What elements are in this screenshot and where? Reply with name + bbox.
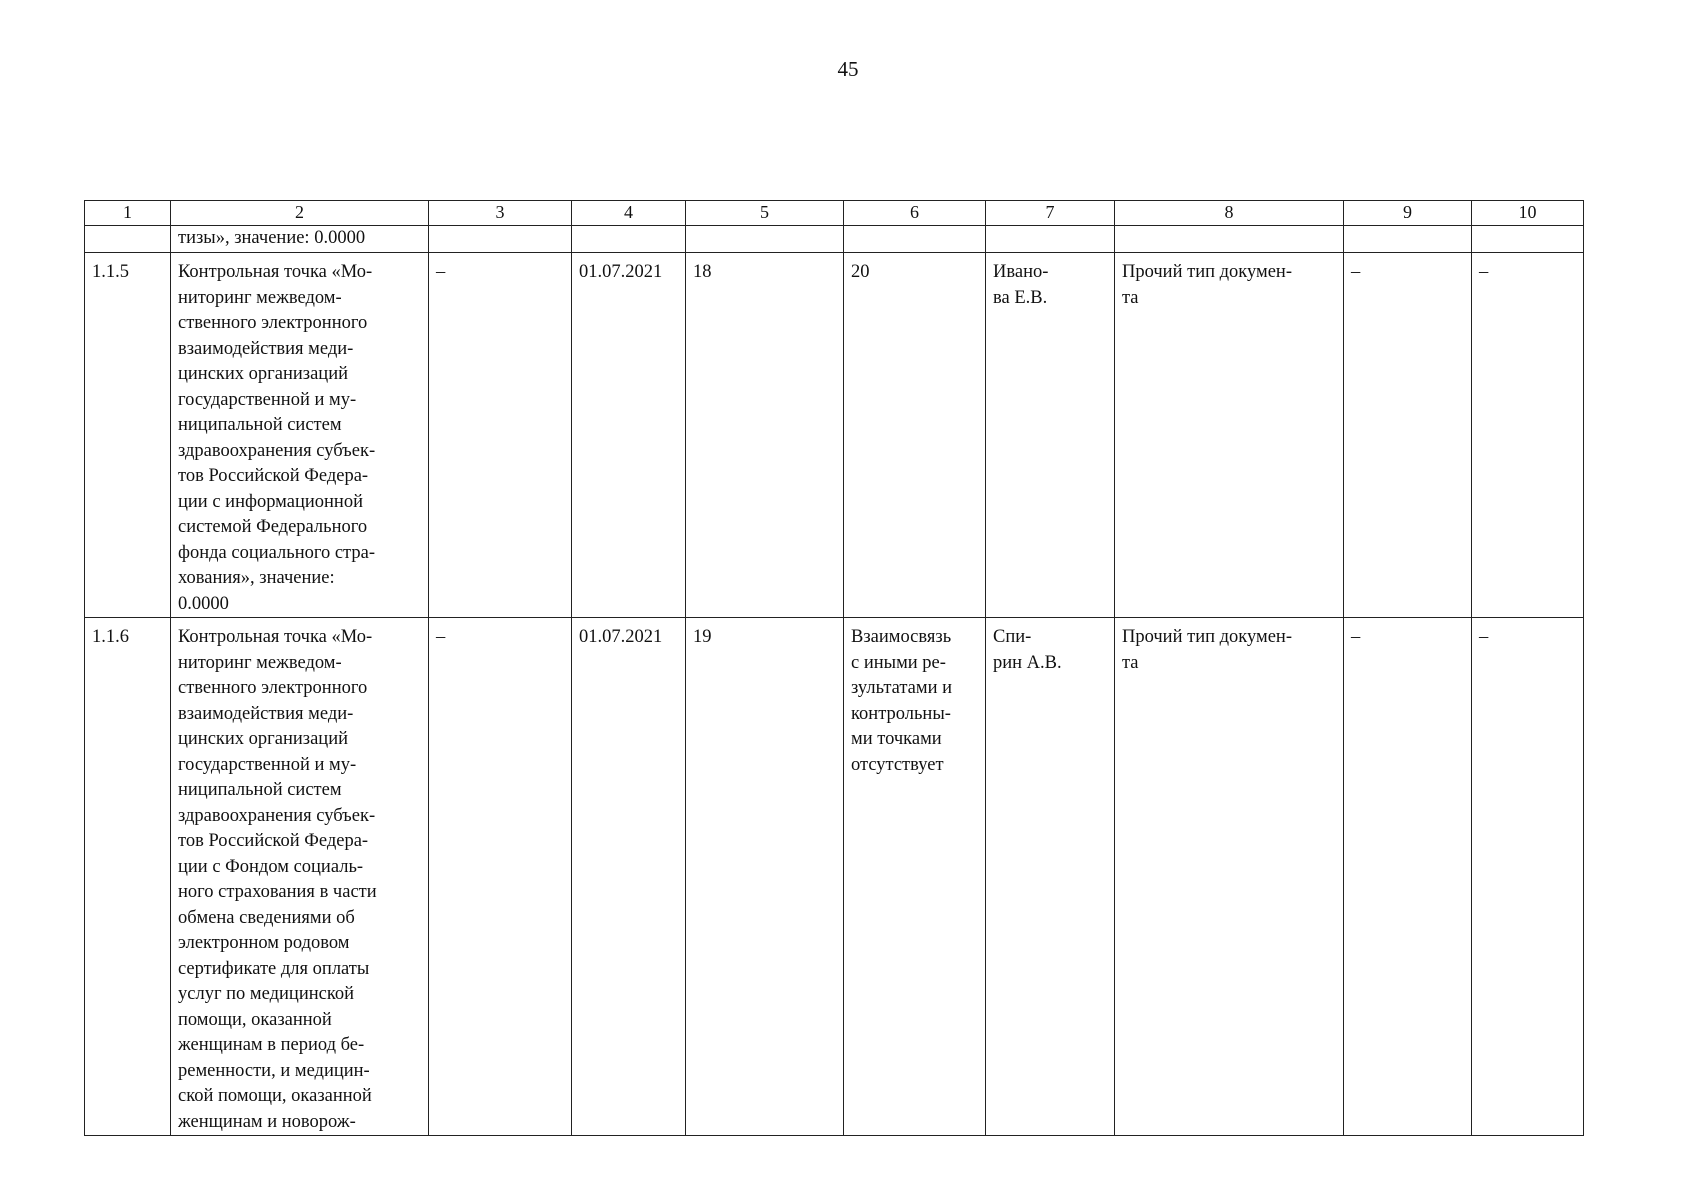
table-cell <box>686 226 844 253</box>
table-row <box>85 253 1584 618</box>
control-point-description: Контрольная точка «Мо- ниторинг межведом- ственного электронного взаимодействия меди- цинских организаций государственной и му- ниципальной систем здравоохранения субъек- тов Российской Федера- ции с информационной системой Федерального фонда социального стра- хования», значение: 0.0000 <box>171 253 429 618</box>
row-number: 1.1.6 <box>85 618 171 1136</box>
column-5-value: 19 <box>686 618 844 1136</box>
responsible-person: Спи- рин А.В. <box>986 618 1115 1136</box>
responsible-person: Ивано- ва Е.В. <box>986 253 1115 618</box>
table-cell <box>429 226 572 253</box>
column-3-value: – <box>429 618 572 1136</box>
column-header-3: 3 <box>429 201 572 226</box>
table-cell <box>85 226 171 253</box>
document-type: Прочий тип докумен- та <box>1115 618 1344 1136</box>
column-9-value: – <box>1344 618 1472 1136</box>
header-row <box>85 201 1584 226</box>
column-5-value: 18 <box>686 253 844 618</box>
column-header-5: 5 <box>686 201 844 226</box>
column-9-value: – <box>1344 253 1472 618</box>
column-header-6: 6 <box>844 201 986 226</box>
table-cell <box>1344 226 1472 253</box>
table-cell <box>1115 226 1344 253</box>
column-header-4: 4 <box>572 201 686 226</box>
table-cell <box>986 226 1115 253</box>
column-10-value: – <box>1472 253 1584 618</box>
row-number: 1.1.5 <box>85 253 171 618</box>
column-10-value: – <box>1472 618 1584 1136</box>
column-3-value: – <box>429 253 572 618</box>
column-header-9: 9 <box>1344 201 1472 226</box>
column-header-2: 2 <box>171 201 429 226</box>
table-row <box>85 618 1584 1136</box>
column-header-1: 1 <box>85 201 171 226</box>
page-number: 45 <box>837 57 859 81</box>
column-header-10: 10 <box>1472 201 1584 226</box>
continuation-text: тизы», значение: 0.0000 <box>171 226 429 253</box>
table-cell <box>1472 226 1584 253</box>
data-table <box>84 200 1584 1136</box>
table-cell <box>572 226 686 253</box>
control-point-description: Контрольная точка «Мо- ниторинг межведом- ственного электронного взаимодействия меди- цинских организаций государственной и му- ниципальной систем здравоохранения субъек- тов Российской Федера- ции с Фондом социаль- ного страхования в части обмена сведениями об электронном родовом сертификате для оплаты услуг по медицинской помощи, оказанной женщинам в период бе- ременности, и медицин- ской помощи, оказанной женщинам и новорож- <box>171 618 429 1136</box>
column-header-7: 7 <box>986 201 1115 226</box>
document-type: Прочий тип докумен- та <box>1115 253 1344 618</box>
continuation-row <box>85 226 1584 253</box>
date-value: 01.07.2021 <box>572 253 686 618</box>
column-6-value: 20 <box>844 253 986 618</box>
column-6-value: Взаимосвязь с иными ре- зультатами и контрольны- ми точками отсутствует <box>844 618 986 1136</box>
column-header-8: 8 <box>1115 201 1344 226</box>
table-cell <box>844 226 986 253</box>
date-value: 01.07.2021 <box>572 618 686 1136</box>
